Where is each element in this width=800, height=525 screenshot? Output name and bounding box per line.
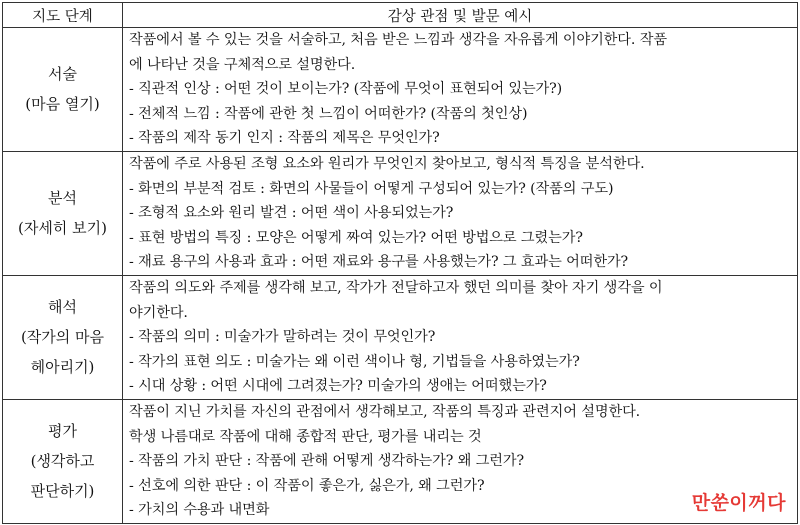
example-line: - 전체적 느낌 : 작품에 관한 첫 느낌이 어떠한가? (작품의 첫인상) [129, 105, 528, 122]
example-line: - 직관적 인상 : 어떤 것이 보이는가? (작품에 무엇이 표현되어 있는가?) [129, 81, 563, 98]
example-line: - 가치의 수용과 내면화 [129, 502, 270, 519]
example-line: - 표현 방법의 특징 : 모양은 어떻게 짜여 있는가? 어떤 방법으로 그렸는가? [129, 229, 583, 246]
example-line: - 재료 용구의 사용과 효과 : 어떤 재료와 용구를 사용했는가? 그 효과는 어떠한가? [129, 254, 629, 271]
stage-title: 분석 [48, 189, 77, 208]
examples-cell [123, 28, 798, 152]
header-examples: 감상 관점 및 발문 예시 [123, 3, 798, 28]
stage-subtitle: (마음 열기) [25, 95, 100, 114]
watermark-text: 만쑨이꺼다 [691, 492, 786, 514]
art-appreciation-table [2, 2, 798, 524]
stage-cell [3, 399, 123, 523]
example-line: 작품이 지닌 가치를 자신의 관점에서 생각해보고, 작품의 특징과 관련지어 설명한다. [129, 403, 641, 420]
example-line: - 작품의 가치 판단 : 작품에 관해 어떻게 생각하는가? 왜 그런가? [129, 453, 525, 470]
stage-subtitle: (작가의 마음 [20, 328, 105, 347]
examples-cell [123, 275, 798, 399]
stage-subtitle: (자세히 보기) [18, 219, 107, 238]
stage-cell [3, 151, 123, 275]
example-line: 학생 나름대로 작품에 대해 종합적 판단, 평가를 내리는 것 [129, 428, 482, 445]
example-line: - 조형적 요소와 원리 발견 : 어떤 색이 사용되었는가? [129, 205, 454, 222]
table-row [3, 399, 798, 523]
example-line: - 화면의 부분적 검토 : 화면의 사물들이 어떻게 구성되어 있는가? (작품의 구도) [129, 180, 614, 197]
stage-subtitle: 판단하기) [30, 482, 95, 501]
example-line: - 시대 상황 : 어떤 시대에 그려졌는가? 미술가의 생애는 어떠했는가? [129, 378, 547, 395]
stage-subtitle: 헤아리기) [30, 358, 95, 377]
stage-title: 서술 [48, 65, 77, 84]
example-line: - 선호에 의한 판단 : 이 작품이 좋은가, 싫은가, 왜 그런가? [129, 477, 485, 494]
stage-cell [3, 28, 123, 152]
example-line: 야기한다. [129, 304, 188, 321]
example-line: - 작품의 제작 동기 인지 : 작품의 제목은 무엇인가? [129, 130, 440, 147]
table-row [3, 275, 798, 399]
example-line: 작품에서 볼 수 있는 것을 서술하고, 처음 받은 느낌과 생각을 자유롭게 이야기한다. 작품 [129, 32, 667, 48]
stage-title: 해석 [48, 298, 77, 317]
stage-subtitle: (생각하고 [30, 452, 95, 471]
table-row [3, 151, 798, 275]
header-stage: 지도 단계 [3, 3, 123, 28]
example-line: 작품의 의도와 주제를 생각해 보고, 작가가 전달하고자 했던 의미를 찾아 자기 생각을 이 [129, 279, 663, 296]
table-row [3, 28, 798, 152]
stage-title: 평가 [48, 422, 77, 441]
header-row [3, 3, 798, 28]
example-line: - 작품의 의미 : 미술가가 말하려는 것이 무엇인가? [129, 329, 436, 346]
example-line: - 작가의 표현 의도 : 미술가는 왜 이런 색이나 형, 기법들을 사용하였는가? [129, 353, 580, 370]
examples-cell [123, 151, 798, 275]
stage-cell [3, 275, 123, 399]
example-line: 작품에 주로 사용된 조형 요소와 원리가 무엇인지 찾아보고, 형식적 특징을 분석한다. [129, 155, 645, 172]
example-line: 에 나타난 것을 구체적으로 설명한다. [129, 56, 356, 73]
